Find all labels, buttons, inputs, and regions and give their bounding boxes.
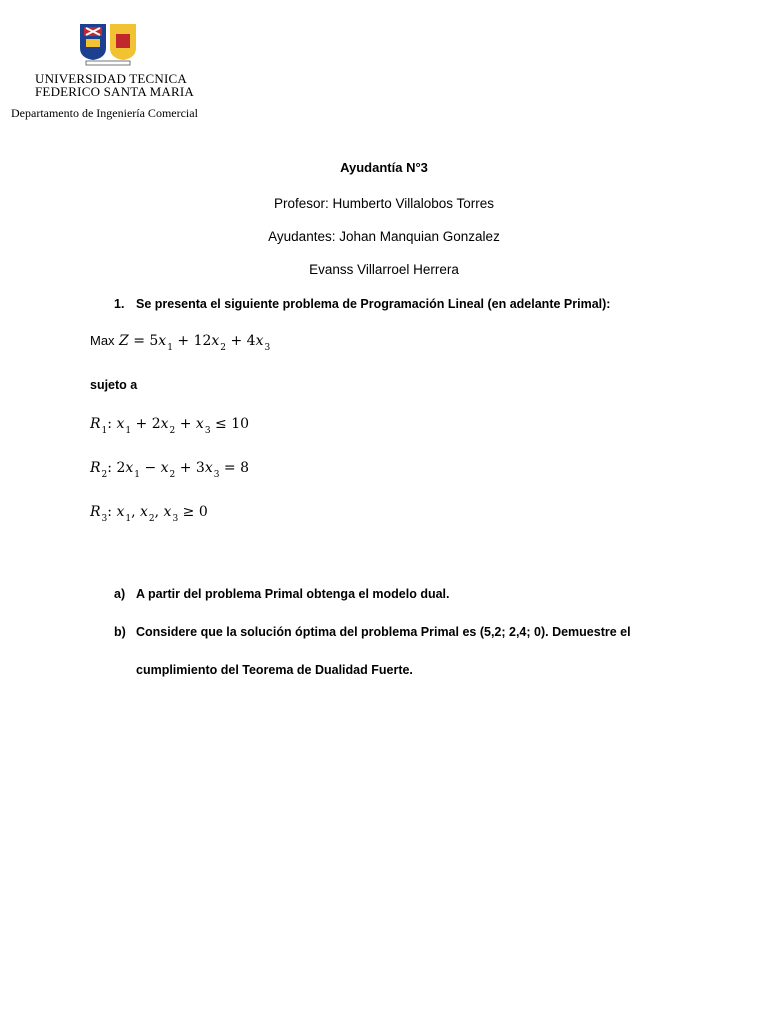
university-crest-icon	[78, 22, 138, 66]
constraint-r1-expr: : $x_1 + 2x_2 + x_3 \le 10$	[107, 416, 250, 436]
item-b	[114, 625, 631, 639]
item-b-text: Considere que la solución óptima del problema Primal es (5,2; 2,4; 0). Demuestre el	[136, 625, 631, 639]
item-b-letter: b)	[114, 625, 126, 639]
university-name-line2: FEDERICO SANTA MARIA	[35, 84, 194, 99]
professor-line: Profesor: Humberto Villalobos Torres	[273, 196, 495, 211]
question-number: 1.	[114, 297, 125, 311]
constraint-r3-expr: : $x_1$, $x_2$, $x_3 \ge 0$	[107, 504, 208, 524]
objective-prefix: Max	[90, 333, 115, 348]
document-title: Ayudantía N°3	[340, 160, 428, 175]
department-name: Departamento de Ingeniería Comercial	[11, 106, 198, 120]
item-a-letter: a)	[114, 587, 126, 601]
university-name-line1: UNIVERSIDAD TECNICA	[35, 71, 187, 86]
constraint-r1: $R_1$: $x_1 + 2x_2 + x_3 \le 10$	[90, 416, 250, 436]
item-a-text: A partir del problema Primal obtenga el modelo dual.	[136, 587, 450, 601]
subject-to-label: sujeto a	[90, 378, 138, 392]
objective-var-z: Z	[119, 333, 129, 349]
assistants-line-2: Evanss Villarroel Herrera	[309, 262, 459, 277]
constraint-r2-expr: : $2x_1 - x_2 + 3x_3 = 8$	[107, 460, 250, 480]
objective-function: Max $Z = 5x_1 + 12x_2 + 4x_3$	[90, 333, 271, 353]
university-name	[35, 72, 194, 98]
assistants-line: Ayudantes: Johan Manquian Gonzalez	[268, 229, 500, 244]
question-text: Se presenta el siguiente problema de Programación Lineal (en adelante Primal):	[136, 297, 611, 311]
constraint-r2: $R_2$: $2x_1 - x_2 + 3x_3 = 8$	[90, 460, 250, 480]
item-a	[114, 587, 449, 601]
constraint-r3: $R_3$: $x_1$, $x_2$, $x_3 \ge 0$	[90, 504, 208, 524]
item-b-continuation: cumplimiento del Teorema de Dualidad Fuerte.	[136, 663, 413, 677]
question-1	[114, 297, 610, 311]
